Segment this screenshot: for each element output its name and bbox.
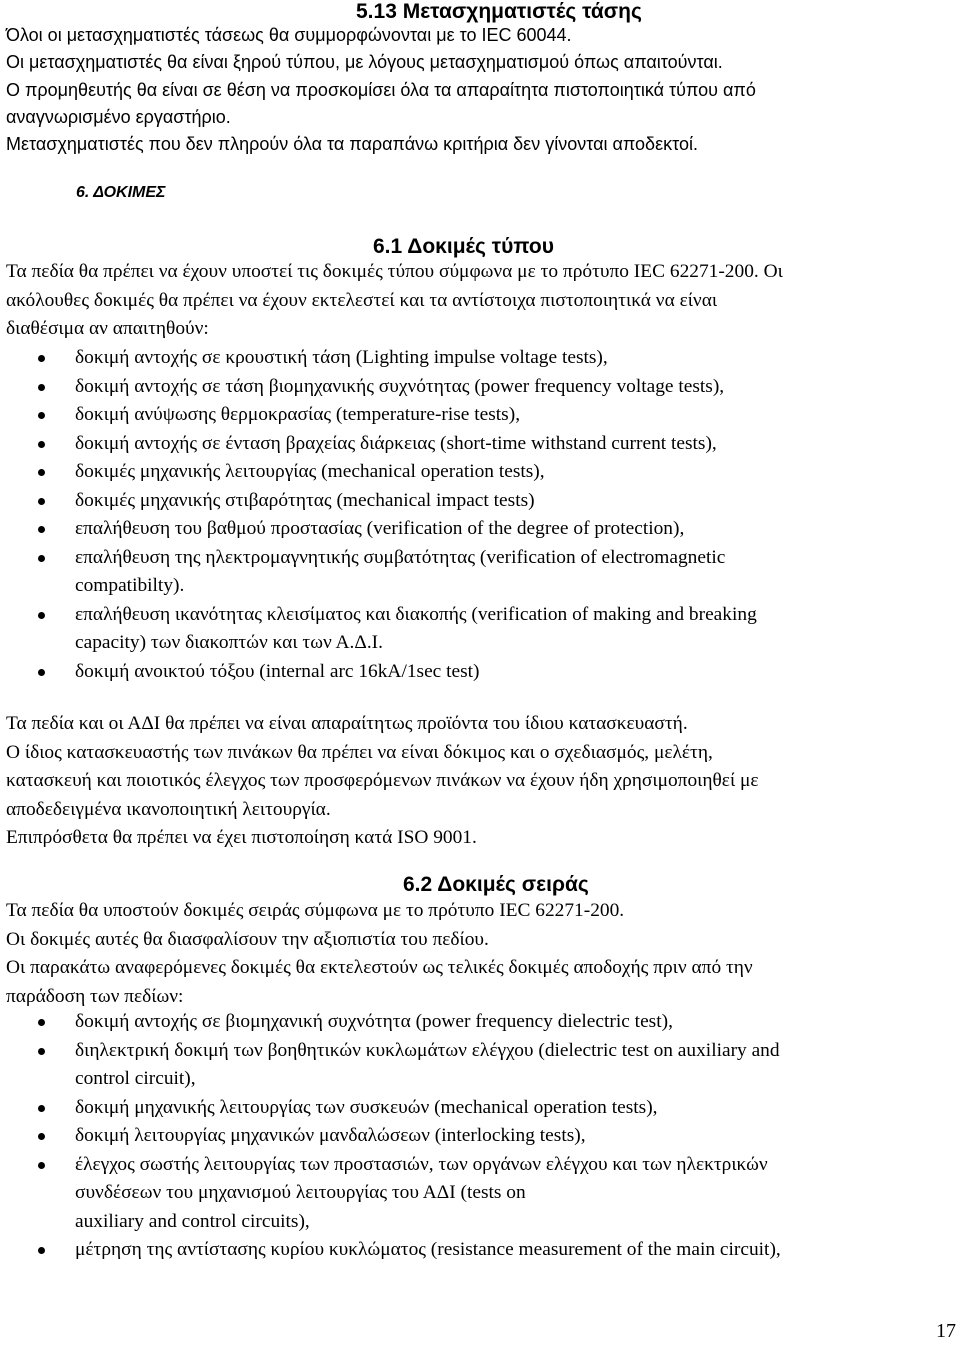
section-5-13-line: Μετασχηματιστές που δεν πληρούν όλα τα παραπάνω κριτήρια δεν γίνονται αποδεκτοί. [6, 134, 698, 154]
paragraph-line: Ο ίδιος κατασκευαστής των πινάκων θα πρέπει να είναι δόκιμος και ο σχεδιασμός, μελέτη, [6, 741, 713, 763]
paragraph-line: κατασκευή και ποιοτικός έλεγχος των προσφερόμενων πινάκων να έχουν ήδη χρησιμοποιηθεί με [6, 770, 759, 791]
paragraph-line: Οι παρακάτω αναφερόμενες δοκιμές θα εκτελεστούν ως τελικές δοκιμές αποδοχής πριν από την [6, 957, 753, 978]
list-item: έλεγχος σωστής λειτουργίας των προστασιών, των οργάνων ελέγχου και των ηλεκτρικών συνδέσεων του μηχανισμού λειτουργίας του ΑΔΙ (tests on auxiliary and control circuits), [0, 1151, 960, 1237]
list-item: δοκιμή ανοικτού τόξου (internal arc 16kA/1sec test) [0, 658, 960, 687]
list-item: δοκιμή μηχανικής λειτουργίας των συσκευών (mechanical operation tests), [0, 1094, 960, 1123]
section-6-1-heading: 6.1 Δοκιμές τύπου [373, 235, 554, 258]
section-6-1-intro [6, 258, 956, 344]
paragraph-line: ακόλουθες δοκιμές θα πρέπει να έχουν εκτελεστεί και τα αντίστοιχα πιστοποιητικά να είναι [6, 289, 718, 311]
list-item: επαλήθευση της ηλεκτρομαγνητικής συμβατότητας (verification of electromagnetic compatibilty). [0, 544, 960, 601]
list-item: δοκιμή λειτουργίας μηχανικών μανδαλώσεων (interlocking tests), [0, 1122, 960, 1151]
paragraph-line: Τα πεδία θα πρέπει να έχουν υποστεί τις δοκιμές τύπου σύμφωνα με το πρότυπο IEC 62271-200. Οι [6, 261, 783, 282]
paragraph-line: Τα πεδία και οι ΑΔΙ θα πρέπει να είναι απαραίτητως προϊόντα του ίδιου κατασκευαστή. [6, 713, 688, 734]
section-6-1-after [6, 710, 956, 853]
section-5-13-line: Ο προμηθευτής θα είναι σε θέση να προσκομίσει όλα τα απαραίτητα πιστοποιητικά τύπου από [6, 80, 756, 100]
list-item: δοκιμές μηχανικής λειτουργίας (mechanical operation tests), [0, 458, 960, 487]
section-5-13-line: Όλοι οι μετασχηματιστές τάσεως θα συμμορφώνονται με το IEC 60044. [6, 25, 572, 45]
page-number: 17 [936, 1320, 956, 1342]
list-item: επαλήθευση ικανότητας κλεισίματος και διακοπής (verification of making and breaking capacity) των διακοπτών και των Α.Δ.Ι. [0, 601, 960, 658]
type-tests-list [0, 344, 960, 686]
list-item: δοκιμή αντοχής σε τάση βιομηχανικής συχνότητας (power frequency voltage tests), [0, 373, 960, 402]
paragraph-line: αποδεδειγμένα ικανοποιητική λειτουργία. [6, 798, 331, 820]
list-item: δοκιμές μηχανικής στιβαρότητας (mechanical impact tests) [0, 487, 960, 516]
paragraph-line: διαθέσιμα αν απαιτηθούν: [6, 318, 209, 339]
section-5-13-line: αναγνωρισμένο εργαστήριο. [6, 107, 231, 127]
list-item: διηλεκτρική δοκιμή των βοηθητικών κυκλωμάτων ελέγχου (dielectric test on auxiliary and control circuit), [0, 1037, 960, 1094]
section-5-13-heading: 5.13 Μετασχηματιστές τάσης [356, 0, 642, 23]
section-6-heading: 6. ΔΟΚΙΜΕΣ [76, 184, 166, 201]
paragraph-line: Οι δοκιμές αυτές θα διασφαλίσουν την αξιοπιστία του πεδίου. [6, 928, 489, 950]
section-5-13-line: Οι μετασχηματιστές θα είναι ξηρού τύπου, με λόγους μετασχηματισμού όπως απαιτούνται. [6, 52, 723, 72]
list-item: δοκιμή αντοχής σε βιομηχανική συχνότητα (power frequency dielectric test), [0, 1008, 960, 1037]
list-item: δοκιμή ανύψωσης θερμοκρασίας (temperature-rise tests), [0, 401, 960, 430]
routine-tests-list [0, 1008, 960, 1265]
paragraph-line: Επιπρόσθετα θα πρέπει να έχει πιστοποίηση κατά ISO 9001. [6, 827, 477, 848]
list-item: δοκιμή αντοχής σε ένταση βραχείας διάρκειας (short-time withstand current tests), [0, 430, 960, 459]
list-item: μέτρηση της αντίστασης κυρίου κυκλώματος (resistance measurement of the main circuit), [0, 1236, 960, 1265]
paragraph-line: Τα πεδία θα υποστούν δοκιμές σειράς σύμφωνα με το πρότυπο IEC 62271-200. [6, 900, 625, 921]
section-6-2-heading: 6.2 Δοκιμές σειράς [403, 873, 589, 896]
list-item: δοκιμή αντοχής σε κρουστική τάση (Lighting impulse voltage tests), [0, 344, 960, 373]
list-item: επαλήθευση του βαθμού προστασίας (verification of the degree of protection), [0, 515, 960, 544]
section-6-2-intro [6, 897, 956, 1011]
paragraph-line: παράδοση των πεδίων: [6, 985, 184, 1007]
